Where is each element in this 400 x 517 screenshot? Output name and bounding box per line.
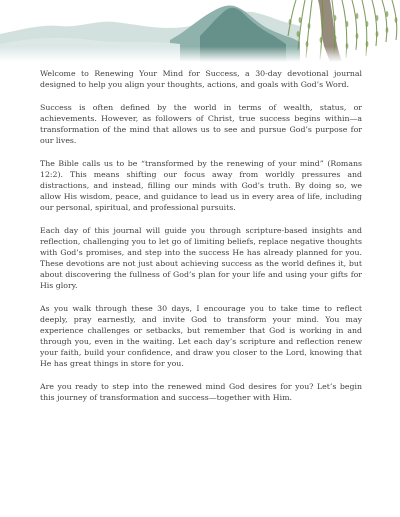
intro-paragraph-5: As you walk through these 30 days, I encourage you to take time to reflect deeply, pray earnestly, and invite God to transform your mind. You may experience challenges or setbacks, but remember that God is working in and through you, even in the waiting. Let each day’s scripture and reflection renew your faith, build your confidence, and draw you closer to the Lord, knowing that He has great things in store for you. [40, 304, 362, 368]
watercolor-header-illustration [0, 0, 400, 62]
intro-paragraph-2: Success is often defined by the world in terms of wealth, status, or achievements. However, as followers of Christ, true success begins within—a transformation of the mind that allows us to see and pursue God’s purpose for our lives. [40, 103, 362, 145]
intro-paragraph-4: Each day of this journal will guide you through scripture-based insights and reflection, challenging you to let go of limiting beliefs, replace negative thoughts with God’s promises, and step into the success He has already planned for you. These devotions are not just about achieving success as the world defines it, but about discovering the fullness of God’s plan for your life and using your gifts for His glory. [40, 226, 362, 290]
intro-paragraph-1: Welcome to Renewing Your Mind for Success, a 30-day devotional journal designed to help you align your thoughts, actions, and goals with God’s Word. [40, 69, 362, 89]
intro-text-body [40, 68, 362, 415]
mountain-willow-illustration [0, 0, 400, 62]
intro-paragraph-3: The Bible calls us to be “transformed by the renewing of your mind” (Romans 12:2). This means shifting our focus away from worldly pressures and distractions, and instead, filling our minds with God’s truth. By doing so, we allow His wisdom, peace, and guidance to lead us in every area of life, including our personal, spiritual, and professional pursuits. [40, 159, 362, 212]
intro-paragraph-6: Are you ready to step into the renewed mind God desires for you? Let’s begin this journey of transformation and success—together with Him. [40, 382, 362, 402]
